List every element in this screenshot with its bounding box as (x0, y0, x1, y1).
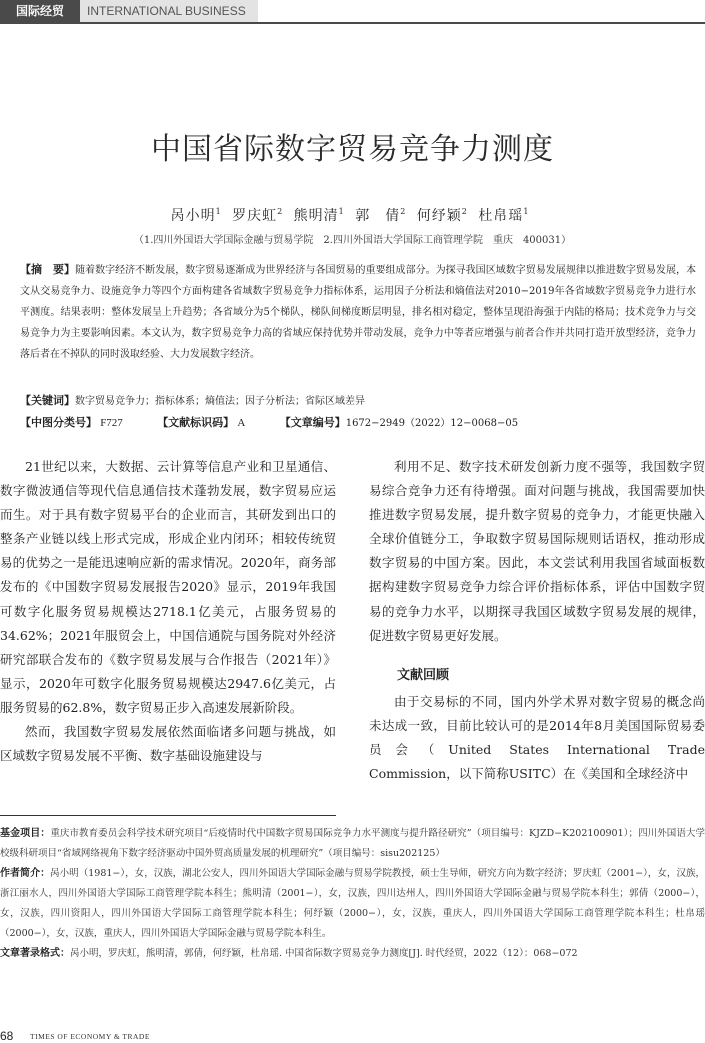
footnotes (0, 824, 705, 964)
fund-note (0, 824, 705, 864)
magazine-name: TIMES OF ECONOMY & TRADE (30, 1032, 150, 1041)
keywords (20, 390, 696, 412)
doc-code-label: 【文献标识码】 (157, 416, 235, 429)
author-affiliation-mark: 2 (400, 207, 406, 217)
citation-note (0, 944, 705, 964)
clc-value: F727 (100, 417, 123, 429)
clc-label: 【中图分类号】 (20, 416, 97, 429)
abstract (20, 259, 696, 365)
author-name: 郭 倩 (355, 208, 401, 224)
fund-label: 基金项目： (0, 828, 51, 839)
keywords-label: 【关键词】 (20, 394, 75, 407)
paper-title: 中国省际数字贸易竞争力测度 (151, 132, 554, 167)
author-name: 熊明清 (293, 208, 339, 224)
author-affiliation-mark: 1 (215, 207, 221, 217)
citation-text: 呙小明，罗庆虹，熊明清，郭倩，何纾颖，杜帛瑶. 中国省际数字贸易竞争力测度[J]. 时代经贸，2022（12）：068−072 (70, 948, 578, 959)
author-affiliation-mark: 1 (338, 207, 344, 217)
author-name: 杜帛瑶 (478, 208, 524, 224)
body-paragraph: 由于交易标的不同，国内外学术界对数字贸易的概念尚未达成一致，目前比较认可的是2014年8月美国国际贸易委员会（United States International Trade Commission，以下简称USITC）在《美国和全球经济中 (369, 693, 705, 782)
section-heading: 文献回顾 (397, 667, 450, 683)
body-paragraph: 21世纪以来，大数据、云计算等信息产业和卫星通信、数字微波通信等现代信息通信技术蓬勃发展，数字贸易应运而生。对于具有数字贸易平台的企业而言，其研发到出口的整条产业链以线上形式完成，形成企业内闭环；相较传统贸易的优势之一是能迅速响应新的需求情况。2020年，商务部发布的《中国数字贸易发展报告2020》显示，2019年我国可数字化服务贸易规模达2718.1亿美元，占服务贸易的34.62%；2021年服贸会上，中国信通院与国务院对外经济研究部联合发布的《数字贸易发展与合作报告（2021年）》显示，2020年可数字化服务贸易规模达2947.6亿美元，占服务贸易的62.8%，数字贸易正步入高速发展新阶段。 (0, 459, 336, 715)
abstract-text: 随着数字经济不断发展，数字贸易逐渐成为世界经济与各国贸易的重要组成部分。为探寻我国区域数字贸易发展规律以推进数字贸易发展，本文从交易竞争力、设施竞争力等四个方面构建各省域数字贸易竞争力指标体系，运用因子分析法和熵值法对2010−2019年各省域数字贸易竞争力进行水平测度。结果表明：整体发展呈上升趋势；各省域分为5个梯队，梯队间梯度断层明显，排名相对稳定，整体呈现沿海强于内陆的格局；技术竞争力与交易竞争力为主要影响因素。本文认为，数字贸易竞争力高的省域应保持优势并带动发展，竞争力中等者应增强与前者合作并共同打造开放型经济，竞争力落后者在不掉队的同时汲取经验、大力发展数字经济。 (20, 265, 697, 360)
article-no-value: 1672−2949（2022）12−0068−05 (345, 418, 519, 429)
author-bio-text: 呙小明（1981−），女，汉族，湖北公安人，四川外国语大学国际金融与贸易学院教授，硕士生导师，研究方向为数字经济；罗庆虹（2001−），女，汉族，浙江丽水人，四川外国语大学国际工商管理学院本科生；熊明清（2001−），女，汉族，四川达州人，四川外国语大学国际金融与贸易学院本科生；郭倩（2000−），女，汉族，四川资阳人，四川外国语大学国际工商管理学院本科生；何纾颖（2000−），女，汉族，重庆人，四川外国语大学国际工商管理学院本科生；杜帛瑶（2000−），女，汉族，重庆人，四川外国语大学国际金融与贸易学院本科生。 (0, 868, 705, 939)
body-column-right (369, 455, 705, 786)
author-affiliation-mark: 1 (523, 207, 529, 217)
page-number: 68 (0, 1029, 14, 1043)
author-name: 呙小明 (170, 208, 216, 224)
doc-code-value: A (237, 417, 246, 429)
section-tag-cn: 国际经贸 (0, 0, 80, 22)
body-column-left (0, 455, 336, 768)
header-rule (0, 22, 705, 24)
author-name: 罗庆虹 (232, 208, 278, 224)
author-note (0, 864, 705, 944)
author-affiliation-mark: 2 (461, 207, 467, 217)
body-paragraph: 利用不足、数字技术研发创新力度不强等，我国数字贸易综合竞争力还有待增强。面对问题与挑战，我国需要加快推进数字贸易发展，提升数字贸易的竞争力，才能更快融入全球价值链分工，争取数字贸易国际规则话语权，推动形成数字贸易的中国方案。因此，本文尝试利用我国省域面板数据构建数字贸易竞争力综合评价指标体系，评估中国数字贸易的竞争力水平，以期探寻我国区域数字贸易发展的规律，促进数字贸易更好发展。 (369, 459, 705, 643)
author-list (0, 205, 705, 225)
citation-label: 文章著录格式： (0, 948, 70, 959)
fund-text: 重庆市教育委员会科学技术研究项目“后疫情时代中国数字贸易国际竞争力水平测度与提升路径研究”（项目编号：KJZD−K202100901）；四川外国语大学校级科研项目“省域网络视角下数字经济驱动中国外贸高质量发展的机理研究”（项目编号：sisu202125） (0, 828, 705, 859)
author-name: 何纾颖 (416, 208, 462, 224)
article-no-label: 【文章编号】 (279, 416, 346, 429)
classification-line (20, 412, 696, 434)
author-bio-label: 作者简介： (0, 868, 51, 879)
affiliations: （1.四川外国语大学国际金融与贸易学院 2.四川外国语大学国际工商管理学院 重庆 400031） (133, 235, 572, 246)
author-affiliation-mark: 2 (277, 207, 283, 217)
keywords-text: 数字贸易竞争力；指标体系；熵值法；因子分析法；省际区域差异 (75, 396, 365, 407)
footnote-rule (0, 815, 336, 816)
body-paragraph: 然而，我国数字贸易发展依然面临诸多问题与挑战，如区域数字贸易发展不平衡、数字基础设施建设与 (0, 724, 336, 764)
abstract-label: 【摘 要】 (20, 263, 76, 276)
section-tag-en: INTERNATIONAL BUSINESS (80, 0, 258, 22)
